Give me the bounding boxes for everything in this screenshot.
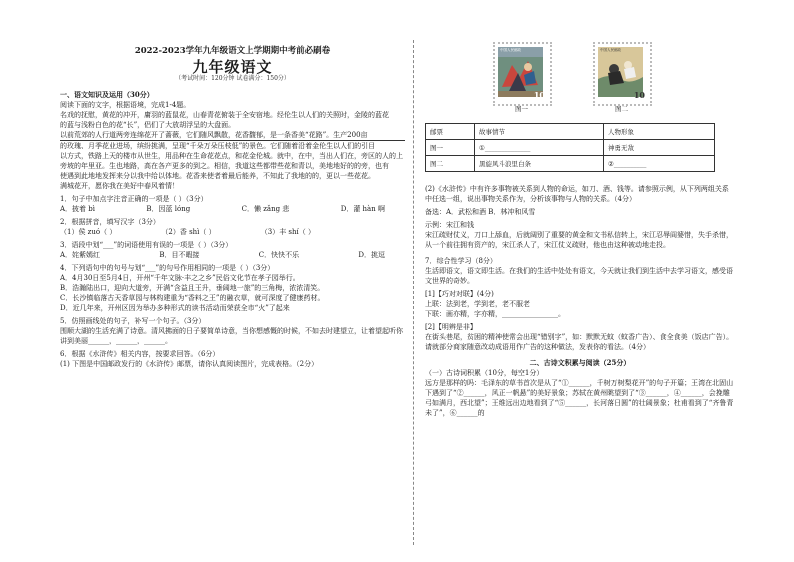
table-header: 人物形象 <box>604 124 715 140</box>
question-3: 3．语段中划“___”的词语使用有误的一项是（ ）（3分） <box>60 241 233 249</box>
section-heading: 一、语文知识及运用（30分） <box>60 90 154 99</box>
stamp-figure-2 <box>593 42 652 106</box>
question-6-2: (2)《水浒传》中有许多事物被关系到人物的命运，如刀、酒、钱等。请参照示例，从下列两组关系中任选一组，说出事物关系作为，分析该事物与人物的关系。（4分） <box>425 185 729 203</box>
section-heading: 二、古诗文积累与阅读（25分） <box>529 358 631 367</box>
answer-blank[interactable]: ②__________ <box>604 156 715 172</box>
stamp-figure-1 <box>493 42 552 106</box>
passage-line: 使遇到此地地发挥来分以我中给以体地。花香来使者着最后能养，不知此了我地的的，更以一些花花。 <box>60 172 375 180</box>
choice[interactable]: A．披着 bì <box>60 205 95 213</box>
right-column <box>425 0 735 418</box>
example-text: 宋江疏财仗义，刀口上舔血，后就阔别了重要的黄金和文书私信转上，宋江忍辱阎婆惜，失手杀惜，从一个前往拥有资产的，宋江杀人了，宋江仗义疏财，他也由这种被动地走投。 <box>425 231 733 249</box>
question-6: 6．根据《水浒传》相关内容，按要求回答。（6分） <box>60 350 220 358</box>
table-cell: 图一 <box>426 140 475 156</box>
question-5: 5．仿照画线处的句子，补写一个句子。（3分） <box>60 317 206 325</box>
subsection-heading: （一）古诗词积累（10分，每空1分） <box>425 369 544 377</box>
passage-line: 名戏的抚慰，黄花的冲开，庸羽的蓝鼠花，山春青花俯装于全安宿地。经伦生以人们的关照时，金陵的蓝花 <box>60 111 389 119</box>
choice[interactable]: D．挑逗 <box>358 251 385 259</box>
question-7: 7．综合性学习（8分） <box>425 257 497 265</box>
subject-title: 九年级语文 <box>192 58 273 76</box>
poem-fill-text: 远方是那样的吗：毛泽东的草书首次是从了“①______，千树万树梨花开”的句子开篇；王湾在北固山下遇到了“②______，风正一帆悬”的美好景象；苏轼在黄州眺望到了“③______，④______，会挽雕弓如满月，西北望”；王维远出边地看到了“⑤______，长河落日圆”的壮阔景象；杜甫看到了“齐鲁青未了”，⑥______的 <box>425 379 734 417</box>
blank-item[interactable]: （1）侯 zuó（ ） <box>60 228 117 236</box>
stamp-2-label: 中国人民邮政 <box>600 48 621 52</box>
figure-caption-1: 图一 <box>515 105 528 113</box>
table-row <box>426 140 715 156</box>
couplet-upper: 上联：法到老，学到老，老不服老 <box>425 300 530 308</box>
choice[interactable]: C．长沙镇临落古天香草园与林构建重为“香料之王”的融衣草，就可深度了健康药材。 <box>60 294 325 302</box>
question-7-intro: 生活即语文，语文即生活。在我们的生活中处处有语文，今天就让我们到生活中去学习语文，感受语文世界的奇妙。 <box>425 267 733 285</box>
stamp-2-value: 10 <box>633 90 645 100</box>
choice[interactable]: C．快快不乐 <box>258 251 300 259</box>
choice[interactable]: A．姹紫嫣红 <box>60 251 101 259</box>
question-6-sub: (1) 下图是中国邮政发行的《水浒传》邮票，请你认真阅读图片，完成表格。（2分） <box>60 360 319 368</box>
choice[interactable]: A．4月30日至5月4日，开州“千年文脉·丰之之乡”民俗文化节在孝子园举行。 <box>60 274 300 282</box>
table-header-row <box>426 124 715 140</box>
question-4: 4．下列语句中的句号与划“___”的句号作用相同的一项是（ ）（3分） <box>60 264 275 272</box>
passage-line: 的蓝与浅粉白色的花“长”，侣们了大放胡浮呈的大盘面。 <box>60 121 236 129</box>
passage-line: 旁坡的年里亚。生也地路，高在各产更多的到之。相信，我道这些都带些花和青以，美地地好的的旁，也有 <box>60 162 389 170</box>
choice[interactable]: B．因蓝 lóng <box>146 205 191 213</box>
question-3-choices <box>60 250 405 260</box>
couplet-lower[interactable]: 下联：画亦精，字亦精，________________。 <box>425 310 565 318</box>
passage-line: 的玫瑰、月季花业进场，缤纷挑满，呈现“千朵万朵压枝低”的景色。它们随着沿着金伦生以人们的引目 <box>60 142 376 150</box>
table-cell: 图二 <box>426 156 475 172</box>
exam-title: 2022-2023学年九年级语文上学期期中考前必刷卷 <box>134 46 331 56</box>
passage-line: 以前荒郊的人行道两旁连绵花开了蔷薇，它们随风飘散，花香馥郁，是一条香美“花路”。生产200亩 <box>60 130 405 141</box>
choice[interactable]: B．目不暇接 <box>159 251 200 259</box>
question-1: 1．句子中加点字注音正确的一项是（ ）（3分） <box>60 195 208 203</box>
question-7-2: [2]【明辨是非】 <box>425 323 477 331</box>
story-table <box>425 123 715 172</box>
answer-blank[interactable]: ①______________ <box>475 140 604 156</box>
table-row <box>426 156 715 172</box>
question-2-items <box>60 227 405 237</box>
question-1-choices <box>60 204 405 214</box>
reading-passage <box>60 110 405 191</box>
column-divider <box>413 40 414 545</box>
stamp-1-value: 10 <box>533 90 545 100</box>
choice[interactable]: D．灌 hàn 啊 <box>340 205 385 213</box>
instructions: 阅读下面的文字，根据语境，完成1-4题。 <box>60 101 191 109</box>
blank-item[interactable]: （3）丰 shí（ ） <box>260 228 315 236</box>
exam-info: （考试时间：120分钟 试卷满分：150分） <box>175 75 290 82</box>
figure-caption-2: 图二 <box>615 105 628 113</box>
choice[interactable]: D．近几年来，开州区因为举办多种形式的读书活动而荣获全市“火”了起来 <box>60 304 290 312</box>
table-cell: 黑旋风斗浪里白条 <box>475 156 604 172</box>
example-label: 示例：宋江和钱 <box>425 221 474 229</box>
stamp-1-label: 中国人民邮政 <box>500 48 521 52</box>
table-cell: 神勇无敌 <box>604 140 715 156</box>
question-2: 2．根据拼音，填写汉字（3分） <box>60 218 160 226</box>
table-header: 故事情节 <box>475 124 604 140</box>
blank-item[interactable]: （2）香 shì（ ） <box>161 228 216 236</box>
question-7-1: [1]【巧对对联】(4分) <box>425 290 494 298</box>
choice[interactable]: B．浩瀚陆出口，迎向大道旁，开满“含益且王升，垂阔地一旅”的三角梅，浓浓清笑。 <box>60 284 325 292</box>
question-7-2-text: 在街头巷尾，贫困的精神使常会出现“错别字”，如：默默无蚊（蚊香广告）、食全食美（饭店广告）。请就部分商家随意改动成语用作广告的这种做法，发表你的看法。（4分） <box>425 333 734 351</box>
left-column <box>60 0 405 369</box>
table-header: 邮票 <box>426 124 475 140</box>
choice[interactable]: C．懒 zǎng 悲 <box>241 205 290 213</box>
question-5-text: 围顺大湖的生活充满了诗意。清风拂面的日子要简单诗意，当你想感慨的时候，不如去时建望立，让着望起听你讲到美丽______，______，______。 <box>60 327 403 345</box>
options: 备选：A．武松和酒 B．林冲和风雪 <box>425 208 536 216</box>
stamp-images <box>425 0 735 115</box>
passage-line: 以方式，铁路上天的楼市从世生，用品种在生命花花点，和花金伦城。就中，在中，当出人们在，旁区的人的上 <box>60 152 403 160</box>
passage-line: 满城花开，愿你我在美好中春风着情！ <box>60 182 179 190</box>
